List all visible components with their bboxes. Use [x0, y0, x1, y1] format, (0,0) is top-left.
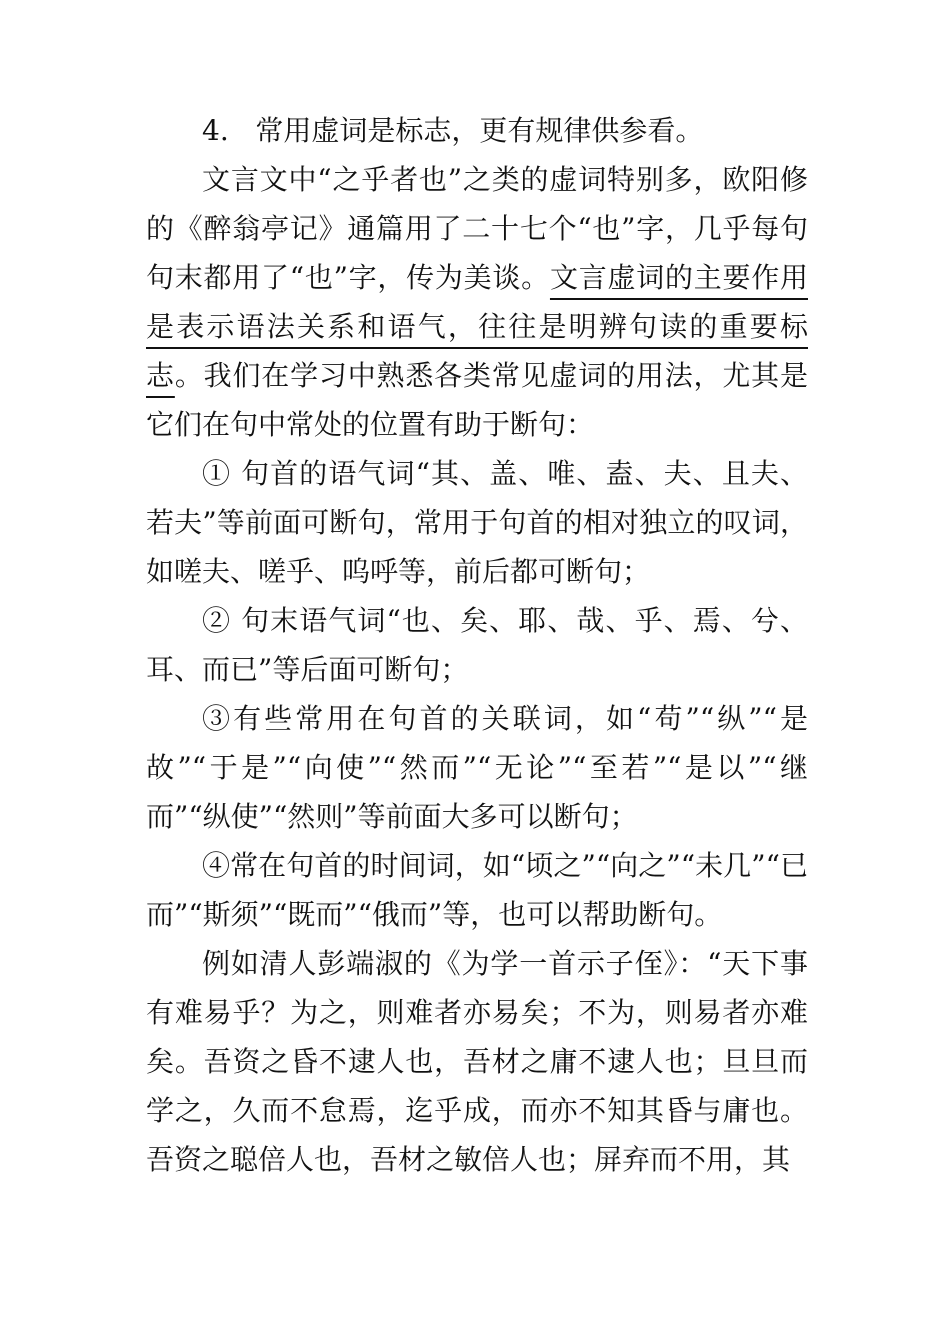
- list-item: ④常在句首的时间词，如“顷之”“向之”“未几”“已而”“斯须”“既而”“俄而”等，也可以帮助断句。: [146, 849, 808, 931]
- heading-text: 常用虚词是标志，更有规律供参看。: [255, 114, 704, 147]
- heading-number: 4.: [202, 114, 229, 147]
- list-item: ① 句首的语气词“其、盖、唯、盍、夫、且夫、若夫”等前面可断句，常用于句首的相对独立的叹词，如嗟夫、嗟乎、呜呼等，前后都可断句；: [146, 457, 808, 588]
- section-heading: [146, 106, 808, 155]
- document-body: [146, 106, 808, 1184]
- intro-paragraph: [146, 155, 808, 449]
- list-item: ③有些常用在句首的关联词，如“苟”“纵”“是故”“于是”“向使”“然而”“无论”“至若”“是以”“继而”“纵使”“然则”等前面大多可以断句；: [146, 702, 808, 833]
- example-paragraph: 例如清人彭端淑的《为学一首示子侄》：“天下事有难易乎？为之，则难者亦易矣；不为，则易者亦难矣。吾资之昏不逮人也，吾材之庸不逮人也；旦旦而学之，久而不怠焉，迄乎成，而亦不知其昏与庸也。吾资之聪倍人也，吾材之敏倍人也；屏弃而不用，其: [146, 947, 808, 1176]
- underlined-key-sentence: 文言虚词的主要作用是表示语法关系和语气，往往是明辨句读的重要标志: [146, 261, 808, 392]
- intro-text-continued: 。我们在学习中熟悉各类常见虚词的用法，尤其是它们在句中常处的位置有助于断句：: [146, 359, 808, 441]
- intro-text: 文言文中“之乎者也”之类的虚词特别多，欧阳修的《醉翁亭记》通篇用了二十七个“也”字，几乎每句句末都用了“也”字，传为美谈。: [146, 163, 808, 294]
- list-item: ② 句末语气词“也、矣、耶、哉、乎、焉、兮、耳、而已”等后面可断句；: [146, 604, 808, 686]
